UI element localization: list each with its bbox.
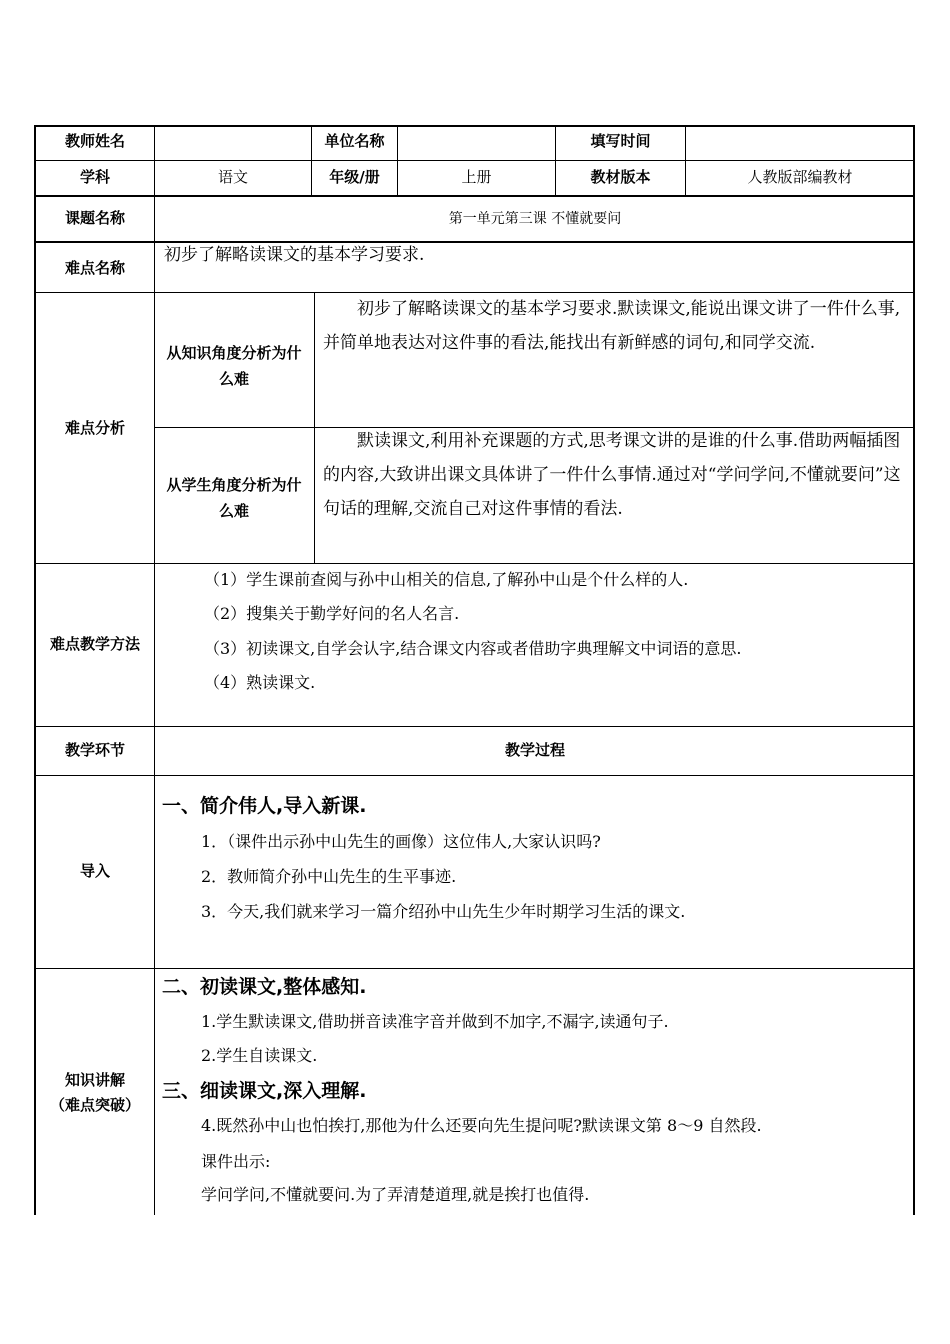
process-header: 教学过程 [504, 741, 565, 759]
analysis-label: 难点分析 [64, 419, 125, 437]
row-divider [34, 775, 915, 776]
lesson-plan-table [34, 125, 915, 1215]
knowledge-item: 2.学生自读课文. [201, 1046, 318, 1065]
unit-label: 单位名称 [324, 132, 385, 150]
knowledge-heading-2: 三、细读课文,深入理解. [162, 1080, 367, 1102]
difficulty-value: 初步了解略读课文的基本学习要求. [164, 245, 425, 265]
col-divider [154, 125, 155, 1215]
intro-item: 2．教师简介孙中山先生的生平事迹. [201, 867, 457, 886]
knowledge-angle-label: 从知识角度分析为什么难 [166, 344, 302, 388]
fill-time-label: 填写时间 [590, 132, 651, 150]
knowledge-item: 1.学生默读课文,借助拼音读准字音并做到不加字,不漏字,读通句子. [201, 1012, 669, 1031]
row-divider [34, 726, 915, 727]
subject-label: 学科 [79, 168, 110, 186]
intro-heading: 一、简介伟人,导入新课. [162, 795, 367, 817]
knowledge-label-line2: （难点突破） [49, 1096, 140, 1114]
textbook-label: 教材版本 [590, 168, 651, 186]
topic-label: 课题名称 [64, 209, 125, 227]
knowledge-heading-1: 二、初读课文,整体感知. [162, 976, 367, 998]
subject-value: 语文 [217, 168, 248, 186]
textbook-value: 人教版部编教材 [747, 168, 853, 186]
col-divider [314, 292, 315, 563]
knowledge-item: 4.既然孙中山也怕挨打,那他为什么还要向先生提问呢?默读课文第 8～9 自然段. [201, 1116, 762, 1135]
knowledge-item: 学问学问,不懂就要问.为了弄清楚道理,就是挨打也值得. [201, 1185, 590, 1204]
difficulty-label: 难点名称 [64, 259, 125, 277]
row-divider [34, 563, 915, 564]
row-divider [34, 968, 915, 969]
knowledge-label-line1: 知识讲解 [64, 1071, 125, 1089]
student-angle-label: 从学生角度分析为什么难 [166, 476, 302, 520]
row-divider [34, 195, 915, 197]
knowledge-angle-text: 初步了解略读课文的基本学习要求.默读课文,能说出课文讲了一件什么事,并简单地表达对这件事的看法,能找出有新鲜感的词句,和同学交流. [323, 299, 901, 353]
row-divider [34, 241, 915, 243]
intro-item: 3．今天,我们就来学习一篇介绍孙中山先生少年时期学习生活的课文. [201, 902, 686, 921]
method-label: 难点教学方法 [49, 635, 140, 653]
row-divider [34, 160, 915, 161]
intro-item: 1．（课件出示孙中山先生的画像）这位伟人,大家认识吗? [201, 832, 601, 851]
topic-value: 第一单元第三课 不懂就要问 [448, 211, 622, 227]
knowledge-item: 课件出示: [201, 1152, 271, 1171]
grade-label: 年级/册 [329, 168, 380, 186]
method-item: （4）熟读课文. [204, 673, 316, 692]
method-item: （1）学生课前查阅与孙中山相关的信息,了解孙中山是个什么样的人. [204, 570, 689, 589]
student-angle-text: 默读课文,利用补充课题的方式,思考课文讲的是谁的什么事.借助两幅插图的内容,大致讲出课文具体讲了一件什么事情.通过对“学问学问,不懂就要问”这句话的理解,交流自己对这件事情的看法. [323, 431, 901, 519]
teacher-name-label: 教师姓名 [64, 132, 125, 150]
intro-label: 导入 [79, 862, 110, 880]
method-item: （2）搜集关于勤学好问的名人名言. [204, 604, 460, 623]
method-item: （3）初读课文,自学会认字,结合课文内容或者借助字典理解文中词语的意思. [204, 639, 742, 658]
stage-header: 教学环节 [64, 741, 125, 759]
grade-value: 上册 [461, 168, 492, 186]
